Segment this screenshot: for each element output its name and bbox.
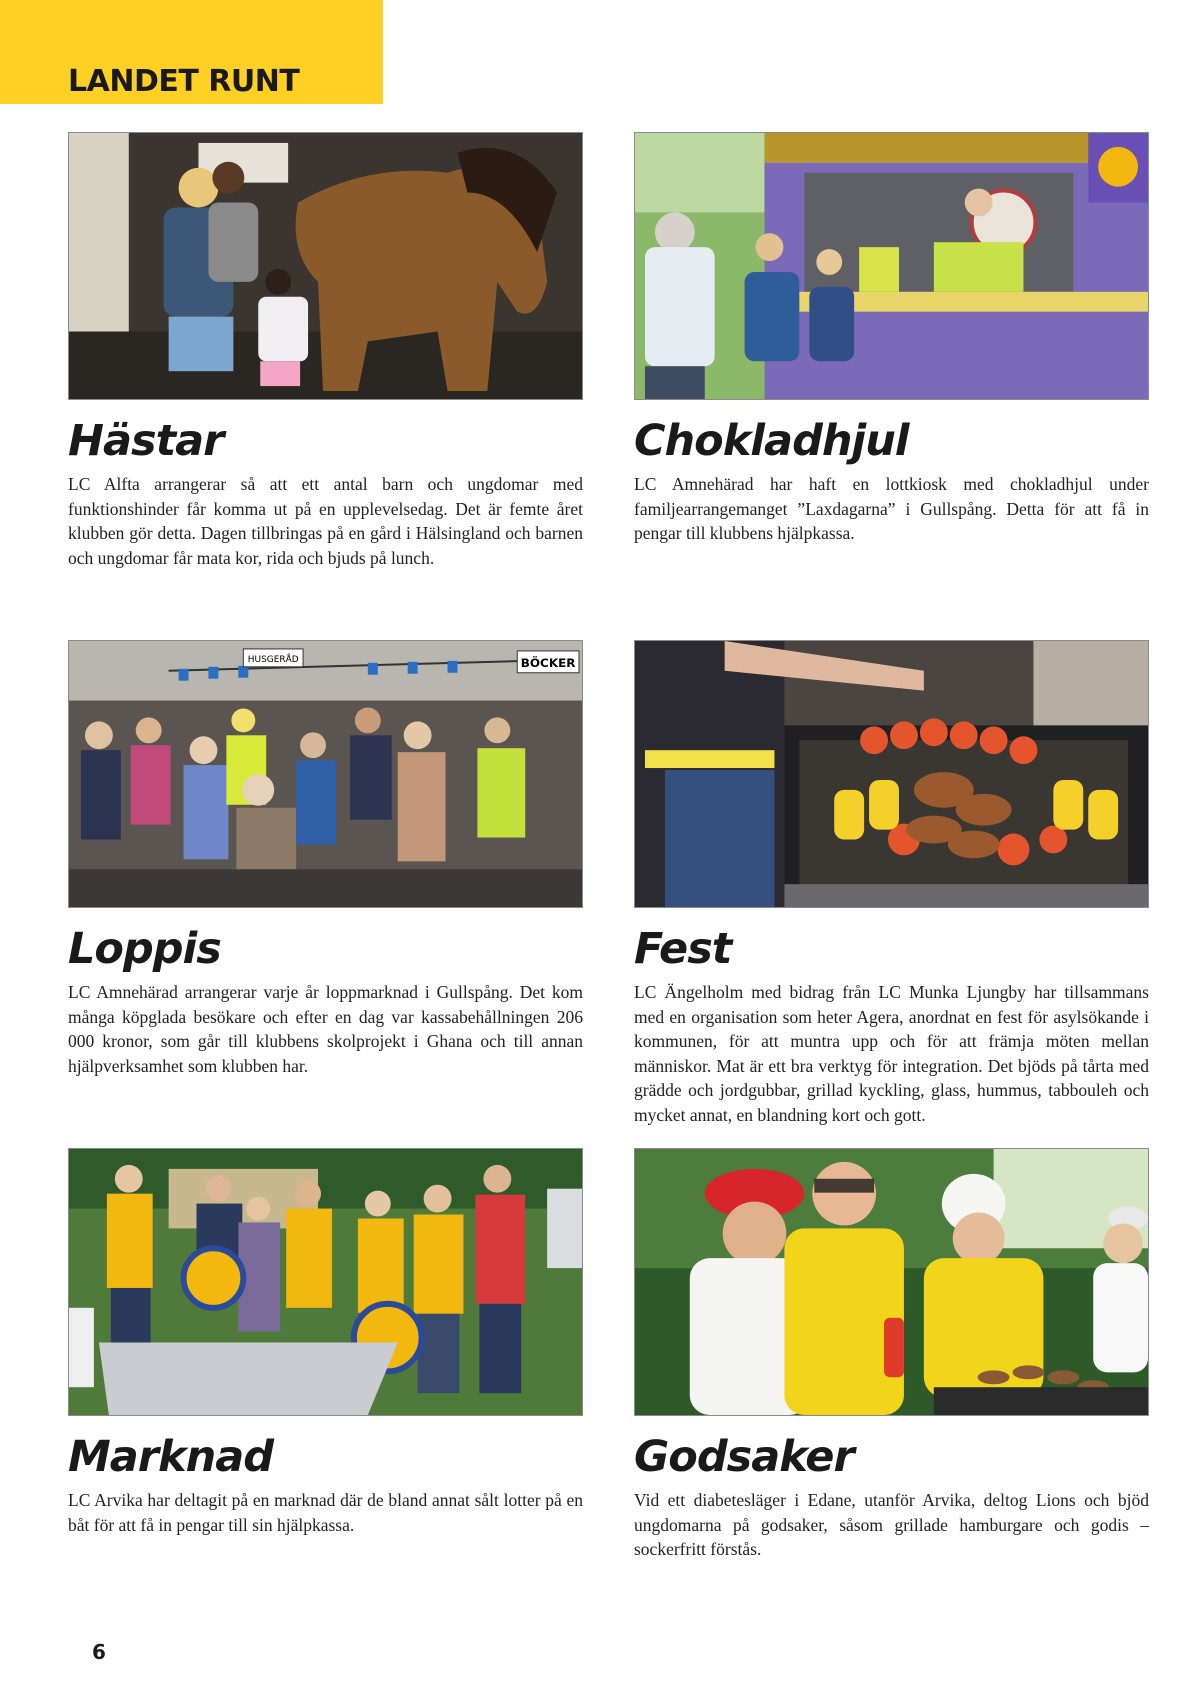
article-marknad (68, 1148, 583, 1537)
article-title: Fest (634, 924, 732, 974)
article-title: Hästar (68, 416, 224, 466)
photo-lottery-kiosk (634, 132, 1149, 400)
section-label: LANDET RUNT (68, 64, 300, 99)
page-number: 6 (92, 1640, 106, 1664)
husgerad-banner-text: HUSGERÅD (247, 654, 299, 665)
article-fest (634, 640, 1149, 1127)
article-text: LC Amnehärad arrangerar varje år loppmarknad i Gullspång. Det kom många köpglada besökare och efter en dag var kassabehållningen 206 000 kronor, som går till klubbens skolprojekt i Ghana och till annan hjälpverksamhet som klubben har. (68, 982, 583, 1076)
article-hastar (68, 132, 583, 570)
article-text: LC Alfta arrangerar så att ett antal barn och ungdomar med funktionshinder får komma ut på en upplevelsedag. Det är femte året klubben gör detta. Dagen tillbringas på en gård i Hälsingland och barnen och ungdomar får mata kor, rida och bjuds på lunch. (68, 474, 583, 568)
article-title: Chokladhjul (634, 416, 909, 466)
article-godsaker (634, 1148, 1149, 1562)
photo-lions-group (68, 1148, 583, 1416)
article-text: Vid ett diabetesläger i Edane, utanför Arvika, deltog Lions och bjöd ungdomarna på godsaker, såsom grillade hamburgare och godis – sockerfritt förstås. (634, 1490, 1149, 1559)
photo-flea-market (68, 640, 583, 908)
article-loppis (68, 640, 583, 1078)
article-text: LC Ängelholm med bidrag från LC Munka Ljungby har tillsammans med en organisation som heter Agera, anordnat en fest för asylsökande i kommunen, för att muntra upp och för att främja möten mellan människor. Mat är ett bra verktyg för integration. Det bjöds på tårta med grädde och jordgubbar, grillad kyckling, glass, hummus, tabbouleh och mycket annat, en blandning kort och gott. (634, 982, 1149, 1125)
article-text: LC Arvika har deltagit på en marknad där de bland annat sålt lotter på en båt för att få in pengar till sin hjälpkassa. (68, 1490, 583, 1535)
bocker-sign-text: BÖCKER (520, 655, 576, 670)
article-title: Godsaker (634, 1432, 854, 1482)
photo-grill (634, 640, 1149, 908)
article-title: Marknad (68, 1432, 274, 1482)
section-tab (0, 0, 383, 104)
article-text: LC Amnehärad har haft en lottkiosk med chokladhjul under familjearrangemanget ”Laxdagarna” i Gullspång. Detta för att få in pengar till klubbens hjälpkassa. (634, 474, 1149, 543)
article-title: Loppis (68, 924, 221, 974)
article-chokladhjul (634, 132, 1149, 546)
photo-camp-barbecue (634, 1148, 1149, 1416)
photo-horse-stable (68, 132, 583, 400)
